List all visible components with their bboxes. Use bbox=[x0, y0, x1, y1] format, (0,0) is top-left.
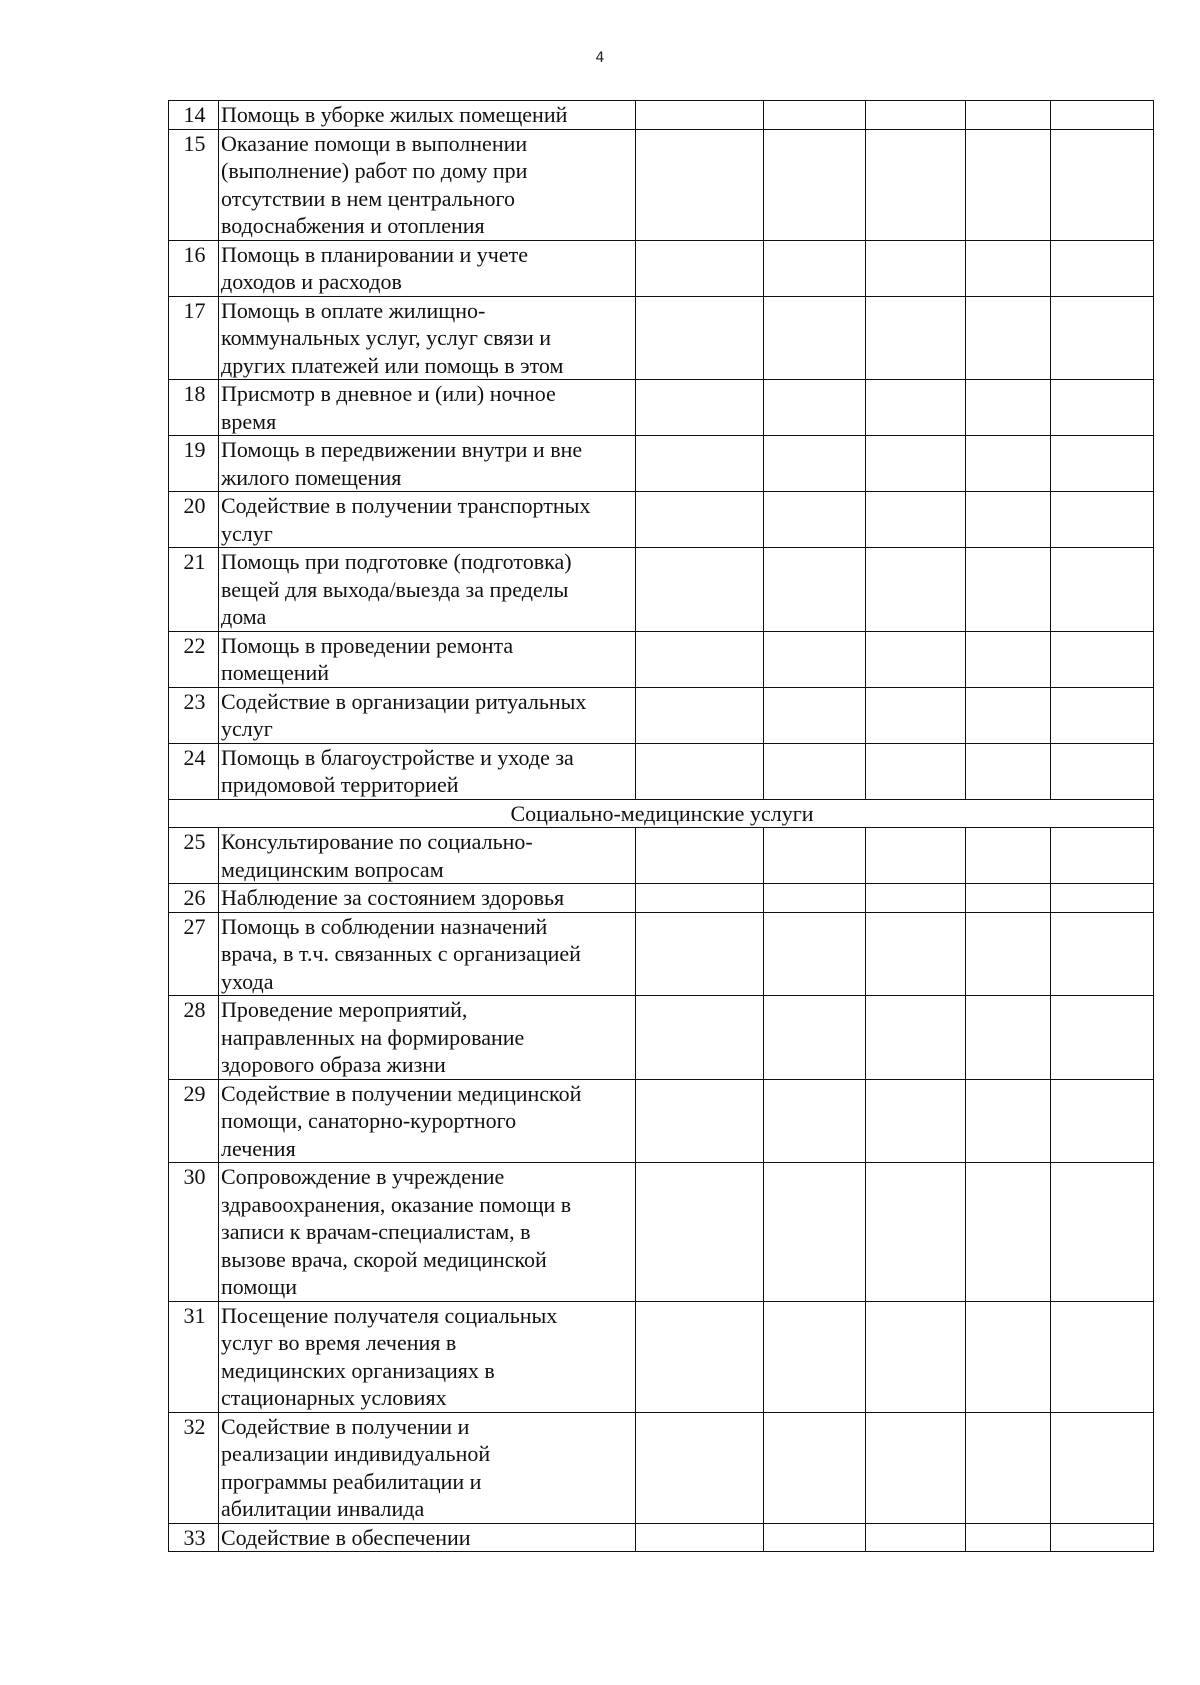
empty-cell bbox=[1051, 492, 1154, 548]
empty-cell bbox=[866, 687, 966, 743]
empty-cell bbox=[636, 380, 764, 436]
row-number: 15 bbox=[169, 129, 219, 240]
empty-cell bbox=[636, 884, 764, 913]
empty-cell bbox=[866, 492, 966, 548]
row-number: 22 bbox=[169, 631, 219, 687]
row-number: 21 bbox=[169, 548, 219, 632]
empty-cell bbox=[966, 129, 1051, 240]
empty-cell bbox=[966, 1523, 1051, 1552]
empty-cell bbox=[966, 1163, 1051, 1302]
table-row bbox=[169, 912, 1154, 996]
empty-cell bbox=[966, 1301, 1051, 1412]
empty-cell bbox=[1051, 296, 1154, 380]
empty-cell bbox=[866, 912, 966, 996]
table-row bbox=[169, 1079, 1154, 1163]
empty-cell bbox=[1051, 828, 1154, 884]
empty-cell bbox=[636, 631, 764, 687]
table-row bbox=[169, 884, 1154, 913]
empty-cell bbox=[866, 884, 966, 913]
empty-cell bbox=[1051, 129, 1154, 240]
empty-cell bbox=[866, 548, 966, 632]
empty-cell bbox=[1051, 101, 1154, 130]
empty-cell bbox=[1051, 1301, 1154, 1412]
empty-cell bbox=[636, 1412, 764, 1523]
empty-cell bbox=[1051, 436, 1154, 492]
empty-cell bbox=[866, 129, 966, 240]
empty-cell bbox=[636, 687, 764, 743]
empty-cell bbox=[764, 996, 866, 1080]
row-number: 16 bbox=[169, 240, 219, 296]
service-name: Помощь при подготовке (подготовка) вещей для выхода/выезда за пределы дома bbox=[219, 548, 636, 632]
table-row bbox=[169, 1163, 1154, 1302]
service-name: Помощь в уборке жилых помещений bbox=[219, 101, 636, 130]
row-number: 32 bbox=[169, 1412, 219, 1523]
row-number: 26 bbox=[169, 884, 219, 913]
table-row bbox=[169, 828, 1154, 884]
empty-cell bbox=[764, 240, 866, 296]
section-title: Социально-медицинские услуги bbox=[169, 799, 1154, 828]
empty-cell bbox=[764, 548, 866, 632]
row-number: 27 bbox=[169, 912, 219, 996]
section-header-row bbox=[169, 799, 1154, 828]
service-name: Помощь в благоустройстве и уходе за придомовой территорией bbox=[219, 743, 636, 799]
service-name: Помощь в соблюдении назначений врача, в т.ч. связанных с организацией ухода bbox=[219, 912, 636, 996]
empty-cell bbox=[866, 296, 966, 380]
empty-cell bbox=[764, 101, 866, 130]
empty-cell bbox=[866, 101, 966, 130]
table-row bbox=[169, 996, 1154, 1080]
table-row bbox=[169, 296, 1154, 380]
services-table bbox=[168, 100, 1154, 1552]
empty-cell bbox=[1051, 743, 1154, 799]
empty-cell bbox=[966, 631, 1051, 687]
empty-cell bbox=[966, 1412, 1051, 1523]
service-name: Проведение мероприятий, направленных на формирование здорового образа жизни bbox=[219, 996, 636, 1080]
row-number: 24 bbox=[169, 743, 219, 799]
empty-cell bbox=[764, 1301, 866, 1412]
table-row bbox=[169, 1412, 1154, 1523]
empty-cell bbox=[1051, 1523, 1154, 1552]
empty-cell bbox=[966, 548, 1051, 632]
empty-cell bbox=[966, 828, 1051, 884]
empty-cell bbox=[966, 996, 1051, 1080]
empty-cell bbox=[636, 1301, 764, 1412]
service-name: Присмотр в дневное и (или) ночное время bbox=[219, 380, 636, 436]
empty-cell bbox=[966, 912, 1051, 996]
row-number: 14 bbox=[169, 101, 219, 130]
empty-cell bbox=[636, 828, 764, 884]
table-row bbox=[169, 1523, 1154, 1552]
empty-cell bbox=[866, 240, 966, 296]
empty-cell bbox=[636, 436, 764, 492]
service-name: Содействие в обеспечении bbox=[219, 1523, 636, 1552]
empty-cell bbox=[966, 743, 1051, 799]
service-name: Сопровождение в учреждение здравоохранения, оказание помощи в записи к врачам-специалистам, в вызове врача, скорой медицинской помощи bbox=[219, 1163, 636, 1302]
empty-cell bbox=[636, 1523, 764, 1552]
empty-cell bbox=[966, 687, 1051, 743]
empty-cell bbox=[866, 996, 966, 1080]
table-row bbox=[169, 743, 1154, 799]
row-number: 30 bbox=[169, 1163, 219, 1302]
service-name: Помощь в планировании и учете доходов и расходов bbox=[219, 240, 636, 296]
row-number: 28 bbox=[169, 996, 219, 1080]
empty-cell bbox=[764, 1079, 866, 1163]
row-number: 17 bbox=[169, 296, 219, 380]
empty-cell bbox=[966, 436, 1051, 492]
empty-cell bbox=[966, 380, 1051, 436]
empty-cell bbox=[866, 1523, 966, 1552]
service-name: Содействие в получении транспортных услуг bbox=[219, 492, 636, 548]
empty-cell bbox=[764, 492, 866, 548]
empty-cell bbox=[1051, 884, 1154, 913]
empty-cell bbox=[764, 380, 866, 436]
service-name: Оказание помощи в выполнении (выполнение) работ по дому при отсутствии в нем центрального водоснабжения и отопления bbox=[219, 129, 636, 240]
row-number: 20 bbox=[169, 492, 219, 548]
empty-cell bbox=[636, 548, 764, 632]
empty-cell bbox=[1051, 631, 1154, 687]
empty-cell bbox=[866, 743, 966, 799]
table-row bbox=[169, 631, 1154, 687]
service-name: Консультирование по социально- медицинским вопросам bbox=[219, 828, 636, 884]
empty-cell bbox=[1051, 687, 1154, 743]
empty-cell bbox=[866, 1163, 966, 1302]
empty-cell bbox=[636, 743, 764, 799]
table-row bbox=[169, 492, 1154, 548]
table-row bbox=[169, 101, 1154, 130]
empty-cell bbox=[764, 296, 866, 380]
table-row bbox=[169, 240, 1154, 296]
empty-cell bbox=[866, 436, 966, 492]
empty-cell bbox=[966, 296, 1051, 380]
empty-cell bbox=[1051, 548, 1154, 632]
empty-cell bbox=[764, 1412, 866, 1523]
empty-cell bbox=[764, 436, 866, 492]
empty-cell bbox=[1051, 1163, 1154, 1302]
page-number: 4 bbox=[595, 50, 605, 66]
empty-cell bbox=[1051, 240, 1154, 296]
empty-cell bbox=[764, 1163, 866, 1302]
empty-cell bbox=[636, 996, 764, 1080]
empty-cell bbox=[636, 129, 764, 240]
empty-cell bbox=[636, 1079, 764, 1163]
empty-cell bbox=[1051, 1412, 1154, 1523]
service-name: Содействие в получении и реализации индивидуальной программы реабилитации и абилитации инвалида bbox=[219, 1412, 636, 1523]
row-number: 29 bbox=[169, 1079, 219, 1163]
row-number: 25 bbox=[169, 828, 219, 884]
table-row bbox=[169, 1301, 1154, 1412]
table-row bbox=[169, 380, 1154, 436]
empty-cell bbox=[866, 1301, 966, 1412]
service-name: Наблюдение за состоянием здоровья bbox=[219, 884, 636, 913]
empty-cell bbox=[764, 687, 866, 743]
service-name: Содействие в организации ритуальных услуг bbox=[219, 687, 636, 743]
empty-cell bbox=[866, 1412, 966, 1523]
empty-cell bbox=[636, 240, 764, 296]
empty-cell bbox=[866, 1079, 966, 1163]
empty-cell bbox=[764, 1523, 866, 1552]
table-row bbox=[169, 129, 1154, 240]
row-number: 18 bbox=[169, 380, 219, 436]
empty-cell bbox=[764, 884, 866, 913]
service-name: Помощь в проведении ремонта помещений bbox=[219, 631, 636, 687]
row-number: 31 bbox=[169, 1301, 219, 1412]
empty-cell bbox=[866, 631, 966, 687]
empty-cell bbox=[764, 912, 866, 996]
empty-cell bbox=[966, 1079, 1051, 1163]
empty-cell bbox=[636, 912, 764, 996]
empty-cell bbox=[1051, 912, 1154, 996]
service-name: Посещение получателя социальных услуг во время лечения в медицинских организациях в стационарных условиях bbox=[219, 1301, 636, 1412]
table-row bbox=[169, 548, 1154, 632]
table-row bbox=[169, 687, 1154, 743]
empty-cell bbox=[636, 296, 764, 380]
empty-cell bbox=[1051, 996, 1154, 1080]
empty-cell bbox=[866, 828, 966, 884]
empty-cell bbox=[764, 631, 866, 687]
empty-cell bbox=[764, 129, 866, 240]
empty-cell bbox=[1051, 380, 1154, 436]
service-name: Помощь в оплате жилищно- коммунальных услуг, услуг связи и других платежей или помощь в этом bbox=[219, 296, 636, 380]
empty-cell bbox=[764, 743, 866, 799]
empty-cell bbox=[966, 240, 1051, 296]
empty-cell bbox=[636, 492, 764, 548]
empty-cell bbox=[1051, 1079, 1154, 1163]
row-number: 23 bbox=[169, 687, 219, 743]
empty-cell bbox=[636, 1163, 764, 1302]
empty-cell bbox=[636, 101, 764, 130]
row-number: 19 bbox=[169, 436, 219, 492]
service-name: Содействие в получении медицинской помощи, санаторно-курортного лечения bbox=[219, 1079, 636, 1163]
table-row bbox=[169, 436, 1154, 492]
table-body bbox=[169, 101, 1154, 1552]
row-number: 33 bbox=[169, 1523, 219, 1552]
service-name: Помощь в передвижении внутри и вне жилого помещения bbox=[219, 436, 636, 492]
empty-cell bbox=[966, 884, 1051, 913]
empty-cell bbox=[966, 492, 1051, 548]
empty-cell bbox=[966, 101, 1051, 130]
empty-cell bbox=[764, 828, 866, 884]
empty-cell bbox=[866, 380, 966, 436]
